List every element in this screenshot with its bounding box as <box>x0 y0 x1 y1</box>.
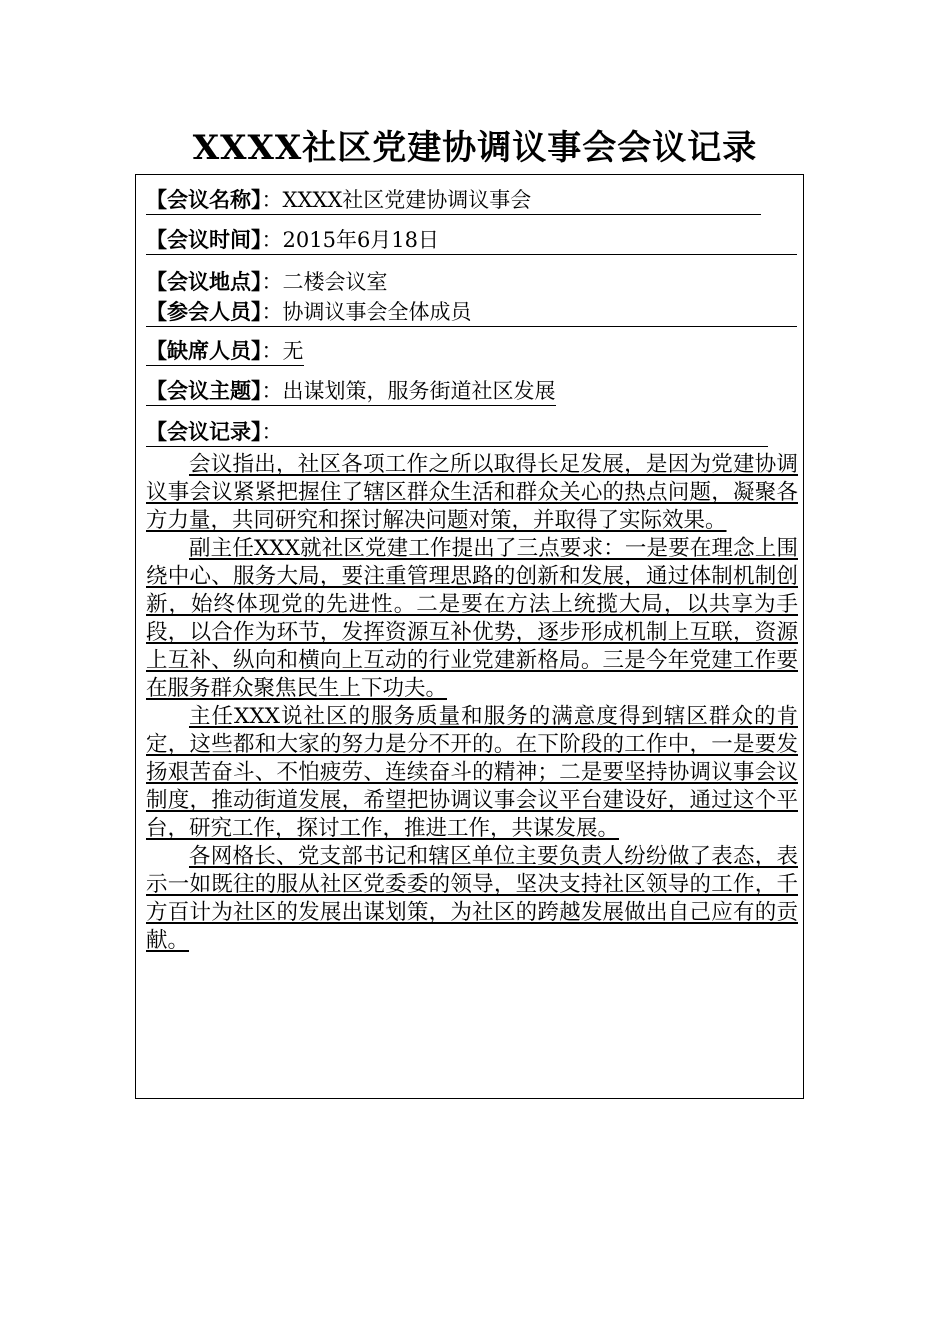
record-paragraph: 各网格长、党支部书记和辖区单位主要负责人纷纷做了表态，表示一如既往的服从社区党委委的领导，坚决支持社区领导的工作，千方百计为社区的发展出谋划策，为社区的跨越发展做出自己应有的贡献。 <box>146 844 798 953</box>
field-record <box>146 419 768 447</box>
field-meeting-time <box>146 227 797 255</box>
field-attendees <box>146 299 797 327</box>
record-body <box>146 451 798 955</box>
field-label: 【会议地点】 <box>146 269 262 294</box>
field-label: 【会议时间】 <box>146 227 262 252</box>
field-meeting-name <box>146 187 761 215</box>
field-value: ：无 <box>261 339 304 363</box>
field-value: ：XXXX社区党建协调议事会 <box>261 188 532 212</box>
record-paragraph: 主任XXX说社区的服务质量和服务的满意度得到辖区群众的肯定，这些都和大家的努力是分不开的。在下阶段的工作中，一是要发扬艰苦奋斗、不怕疲劳、连续奋斗的精神；二是要坚持协调议事会议制度，推动街道发展，希望把协调议事会议平台建设好，通过这个平台，研究工作，探讨工作，推进工作，共谋发展。 <box>146 704 798 841</box>
field-label: 【会议记录】 <box>146 419 262 444</box>
field-meeting-place <box>146 269 388 296</box>
field-absent <box>146 338 304 366</box>
field-topic <box>146 378 556 406</box>
field-value: ：协调议事会全体成员 <box>261 300 472 324</box>
meeting-record-box <box>135 174 804 1099</box>
record-paragraph: 副主任XXX就社区党建工作提出了三点要求：一是要在理念上围绕中心、服务大局，要注重管理思路的创新和发展，通过体制机制创新，始终体现党的先进性。二是要在方法上统揽大局，以共享为手段，以合作为环节，发挥资源互补优势，逐步形成机制上互联，资源上互补、纵向和横向上互动的行业党建新格局。三是今年党建工作要在服务群众聚焦民生上下功夫。 <box>146 536 798 701</box>
field-value: ：2015年6月18日 <box>261 228 440 252</box>
field-label: 【会议主题】 <box>146 378 262 403</box>
field-value: ：二楼会议室 <box>261 270 388 294</box>
record-paragraph: 会议指出，社区各项工作之所以取得长足发展，是因为党建协调议事会议紧紧把握住了辖区群众生活和群众关心的热点问题，凝聚各方力量，共同研究和探讨解决问题对策，并取得了实际效果。 <box>146 452 798 533</box>
field-label: 【参会人员】 <box>146 299 262 324</box>
document-title: XXXX社区党建协调议事会会议记录 <box>192 128 758 168</box>
field-label: 【缺席人员】 <box>146 338 262 363</box>
field-value: ： <box>261 420 283 444</box>
field-value: ：出谋划策，服务街道社区发展 <box>261 379 556 403</box>
field-label: 【会议名称】 <box>146 187 262 212</box>
